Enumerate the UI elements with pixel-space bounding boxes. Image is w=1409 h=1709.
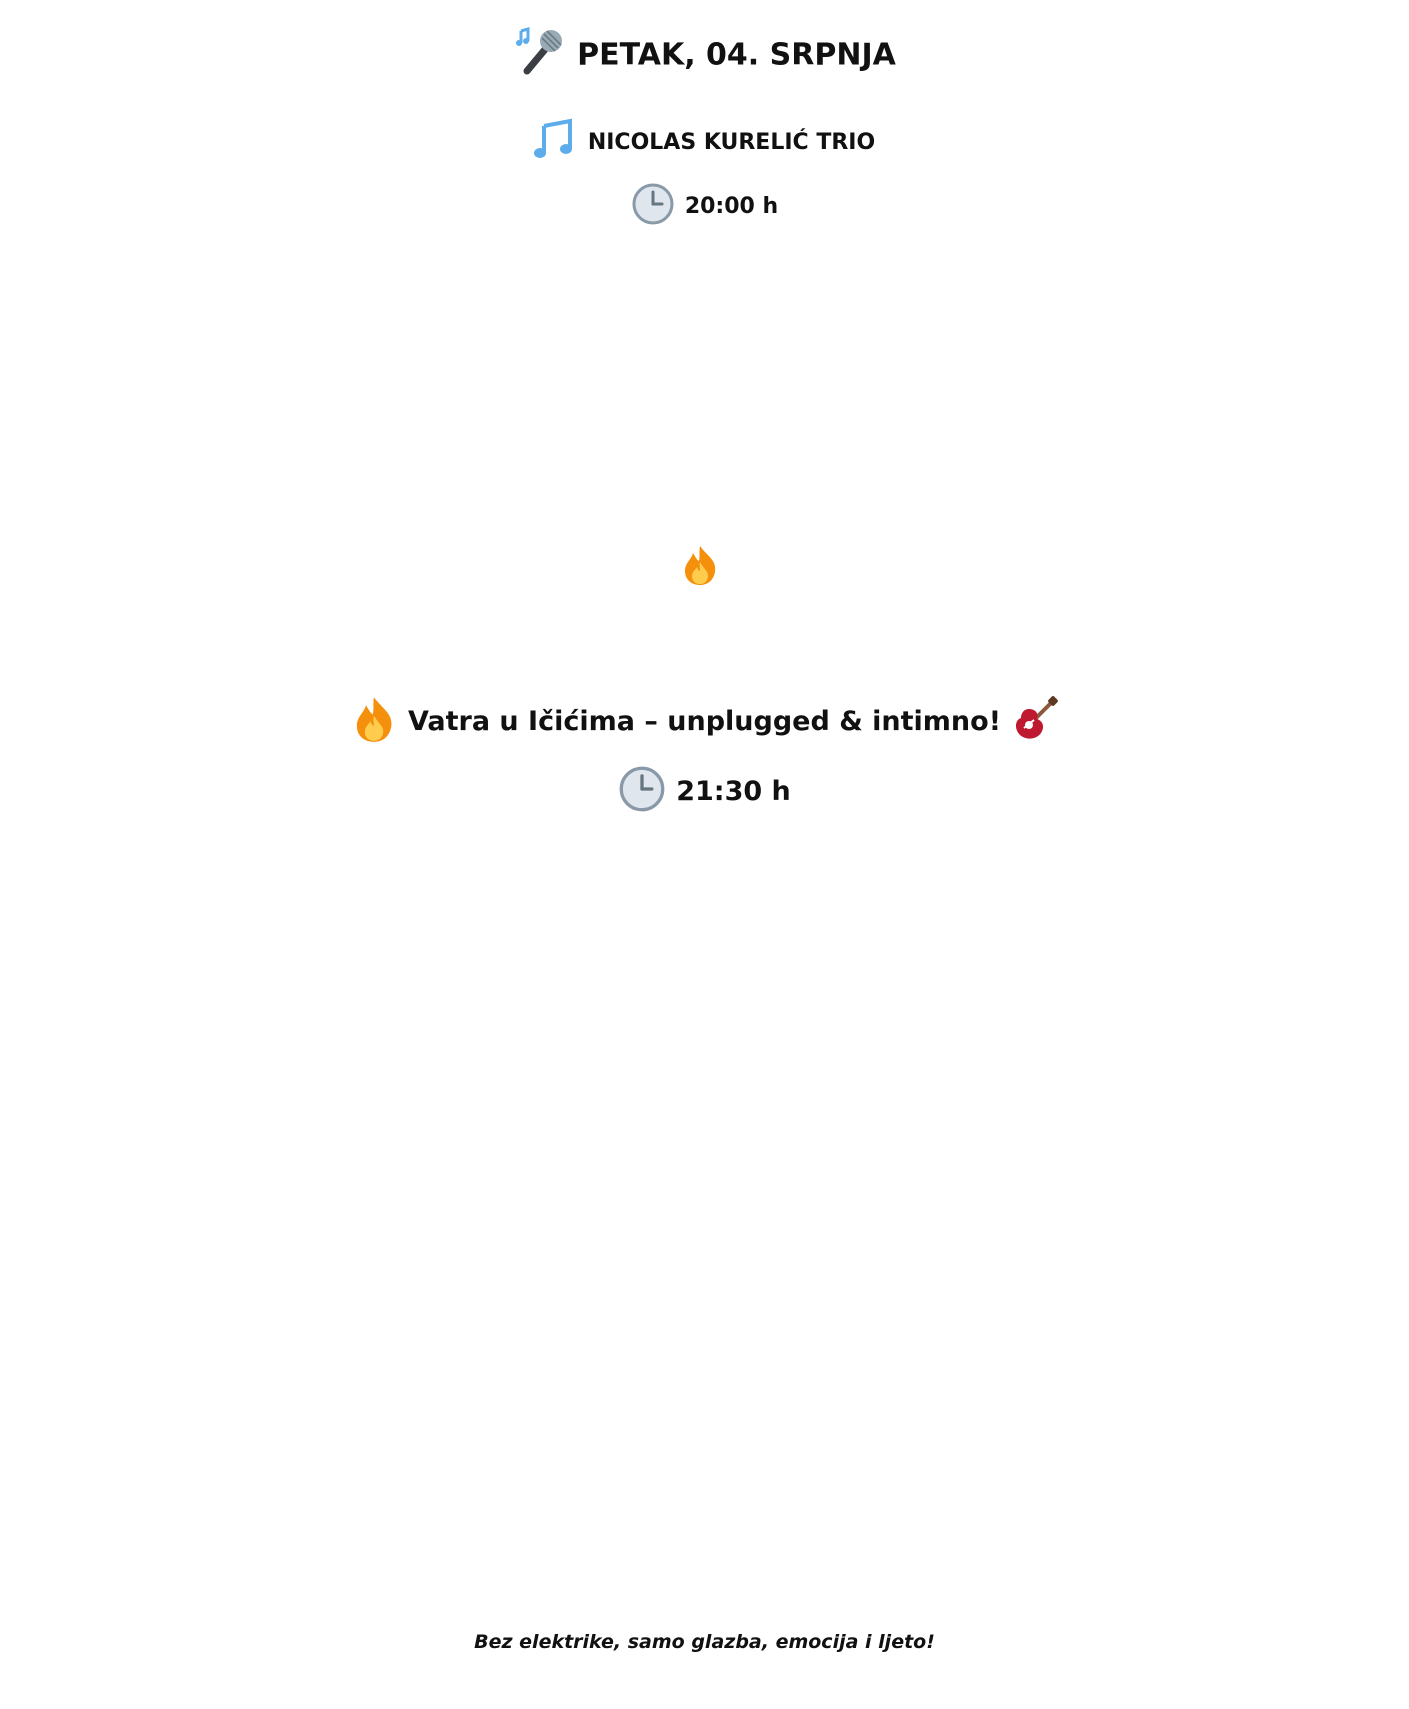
text-line	[0, 1341, 1409, 1388]
music-notes-icon	[534, 118, 578, 168]
guitar-icon	[1011, 695, 1059, 750]
microphone-icon	[513, 25, 567, 87]
clock-icon	[618, 765, 666, 820]
text-line	[0, 1109, 1409, 1161]
headliner-intro	[0, 544, 1409, 673]
opening-act-title: NICOLAS KURELIĆ TRIO	[0, 118, 1409, 168]
text-line	[0, 1482, 1409, 1532]
text-line	[0, 265, 1409, 312]
text-line	[0, 1201, 1409, 1248]
text-line	[0, 544, 1409, 615]
text-line	[0, 1532, 1409, 1582]
date-heading: PETAK, 04. SRPNJA	[0, 25, 1409, 87]
acoustic-description	[0, 1201, 1409, 1434]
text-line	[0, 312, 1409, 359]
headliner-title: Vatra u Ičićima – unplugged & intimno!	[0, 695, 1409, 750]
closing-slogan: Bez elektrike, samo glazba, emocija i ljeto!	[474, 1631, 935, 1653]
text-line	[0, 615, 1409, 673]
text-line	[0, 1248, 1409, 1295]
text-line	[0, 1294, 1409, 1341]
text-line	[0, 1387, 1409, 1434]
fire-icon	[350, 695, 398, 750]
text-line	[0, 921, 1409, 967]
invitation	[0, 1482, 1409, 1582]
text-line	[0, 875, 1409, 921]
opening-act-description	[0, 265, 1409, 498]
headliner-time: 21:30 h	[0, 765, 1409, 820]
text-line	[0, 451, 1409, 498]
clock-icon	[631, 182, 675, 232]
text-line	[0, 358, 1409, 405]
text-line	[0, 1057, 1409, 1109]
text-line	[0, 1005, 1409, 1057]
fire-icon	[679, 544, 721, 615]
band-description	[0, 875, 1409, 967]
opening-act-time: 20:00 h	[0, 182, 1409, 232]
text-line	[0, 405, 1409, 452]
hits-description	[0, 1005, 1409, 1161]
